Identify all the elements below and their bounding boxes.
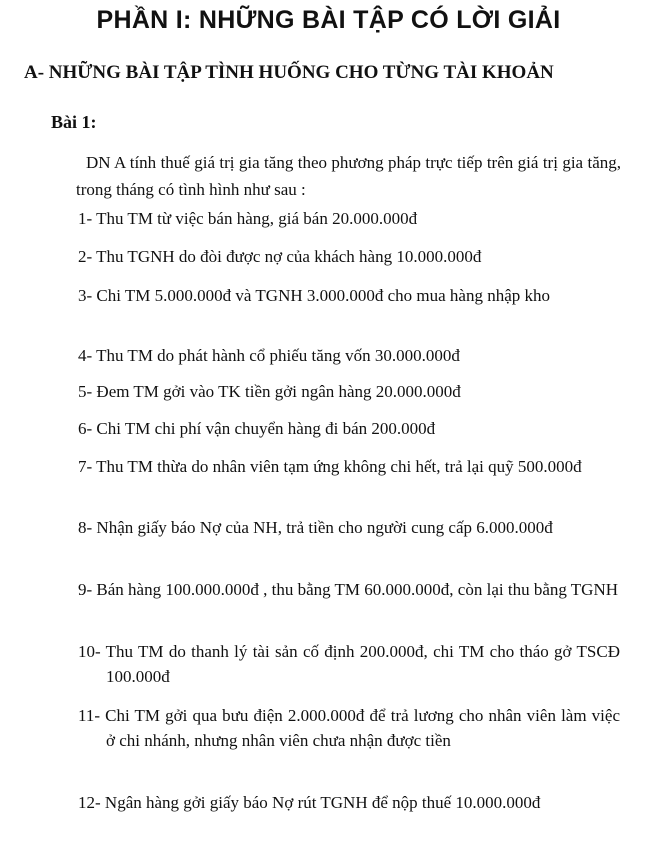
list-item: 4- Thu TM do phát hành cổ phiếu tăng vốn 30.000.000đ — [78, 346, 460, 365]
part-title: PHẦN I: NHỮNG BÀI TẬP CÓ LỜI GIẢI — [96, 6, 561, 34]
list-item: 5- Đem TM gởi vào TK tiền gởi ngân hàng 20.000.000đ — [78, 382, 461, 401]
list-item: 8- Nhận giấy báo Nợ của NH, trả tiền cho người cung cấp 6.000.000đ — [78, 518, 553, 537]
list-item: 11- Chi TM gởi qua bưu điện 2.000.000đ để trả lương cho nhân viên làm việc ở chi nhánh, nhưng nhân viên chưa nhận được tiền — [78, 706, 620, 750]
list-item: 6- Chi TM chi phí vận chuyển hàng đi bán 200.000đ — [78, 419, 436, 438]
exercise-intro: DN A tính thuế giá trị gia tăng theo phương pháp trực tiếp trên giá trị gia tăng, trong tháng có tình hình như sau : — [76, 153, 621, 199]
list-item: 10- Thu TM do thanh lý tài sản cố định 200.000đ, chi TM cho tháo gở TSCĐ 100.000đ — [78, 642, 620, 686]
section-title: A- NHỮNG BÀI TẬP TÌNH HUỐNG CHO TỪNG TÀI KHOẢN — [24, 62, 554, 83]
list-item: 7- Thu TM thừa do nhân viên tạm ứng không chi hết, trả lại quỹ 500.000đ — [78, 457, 582, 476]
list-item: 1- Thu TM từ việc bán hàng, giá bán 20.000.000đ — [78, 209, 418, 228]
exercise-title: Bài 1: — [51, 112, 97, 132]
list-item: 12- Ngân hàng gởi giấy báo Nợ rút TGNH để nộp thuế 10.000.000đ — [78, 793, 541, 812]
list-item: 3- Chi TM 5.000.000đ và TGNH 3.000.000đ cho mua hàng nhập kho — [78, 286, 551, 305]
list-item: 2- Thu TGNH do đòi được nợ của khách hàng 10.000.000đ — [78, 247, 482, 266]
list-item: 9- Bán hàng 100.000.000đ , thu bằng TM 60.000.000đ, còn lại thu bằng TGNH — [78, 580, 619, 599]
